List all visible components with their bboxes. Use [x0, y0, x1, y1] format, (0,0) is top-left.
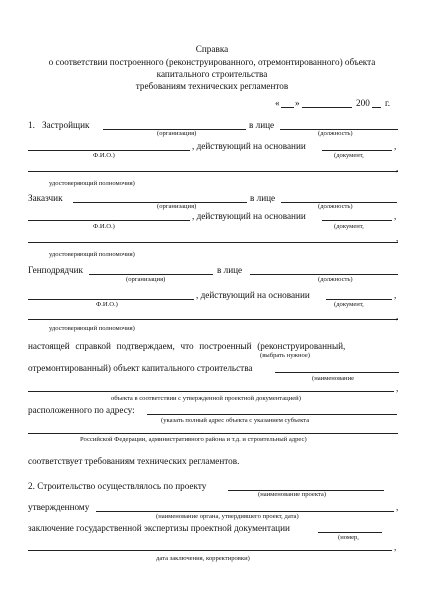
naming-hint: (наименование — [312, 375, 355, 382]
section-2-text: 2. Строительство осуществлялось по проекту — [28, 481, 207, 491]
federation-hint: Российской Федерации, административного района и т.д. и строительный адрес) — [80, 436, 307, 443]
address-line[interactable] — [28, 433, 398, 434]
date-month-field[interactable] — [302, 107, 352, 108]
approved-hint: (наименование органа, утвердившего проект, дата) — [156, 513, 299, 520]
general-contractor-in-person: в лице — [217, 265, 243, 275]
developer-document-field[interactable] — [322, 150, 392, 151]
object-name-line[interactable] — [28, 391, 394, 392]
developer-document-hint: (документ, — [334, 152, 364, 159]
document-title: Справка — [195, 44, 229, 54]
general-contractor-label: Генподрядчик — [28, 265, 84, 275]
general-contractor-acting-basis: , действующий на основании — [196, 290, 310, 300]
general-contractor-org-hint: (организация) — [126, 276, 166, 283]
general-contractor-document-hint: (документ, — [334, 301, 364, 308]
approved-field[interactable] — [96, 511, 394, 512]
general-contractor-org-field[interactable] — [89, 274, 213, 275]
address-field[interactable] — [147, 414, 397, 415]
title-line-3: требованиям технических регламентов — [135, 81, 289, 91]
customer-document-line[interactable] — [28, 242, 398, 243]
date-year-prefix: 200 — [356, 98, 370, 108]
general-contractor-certifying-hint: удостоверяющий полномочия) — [49, 325, 135, 332]
repaired-text: отремонтированный) объект капитального строительства — [28, 363, 253, 373]
developer-acting-basis: , действующий на основании — [192, 141, 306, 151]
customer-document-hint: (документ, — [334, 223, 364, 230]
title-line-2: капитального строительства — [156, 69, 268, 79]
customer-fio-hint: Ф.И.О.) — [93, 223, 115, 230]
developer-org-hint: (организация) — [157, 130, 197, 137]
customer-label: Заказчик — [28, 193, 63, 203]
object-name-field[interactable] — [275, 372, 399, 373]
customer-document-field[interactable] — [322, 220, 392, 221]
section-1-number: 1. — [28, 120, 35, 130]
developer-position-hint: (должность) — [318, 130, 353, 137]
customer-fio-field[interactable] — [28, 220, 190, 221]
customer-acting-basis: , действующий на основании — [192, 211, 306, 221]
customer-certifying-hint: удостоверяющий полномочия) — [49, 251, 135, 258]
choose-hint: (выбрать нужное) — [260, 352, 311, 359]
title-line-1: о соответствии построенного (реконструированного, отремонтированного) объекта — [48, 57, 376, 67]
general-contractor-position-field[interactable] — [250, 274, 398, 275]
project-hint: (наименование проекта) — [258, 491, 327, 498]
customer-in-person: в лице — [250, 193, 276, 203]
developer-in-person: в лице — [249, 120, 275, 130]
developer-fio-hint: Ф.И.О.) — [93, 152, 115, 159]
complies-text: соответствует требованиям технических регламентов. — [28, 456, 240, 466]
date-quote-open: « — [275, 98, 280, 108]
general-contractor-document-field[interactable] — [326, 299, 392, 300]
developer-certifying-hint: удостоверяющий полномочия) — [49, 180, 135, 187]
general-contractor-fio-field[interactable] — [28, 299, 194, 300]
date-day-field[interactable] — [281, 107, 294, 108]
developer-document-line[interactable] — [28, 171, 398, 172]
general-contractor-document-line[interactable] — [28, 319, 398, 320]
located-text: расположенного по адресу: — [28, 405, 135, 415]
number-hint: (номер, — [338, 534, 359, 541]
expertise-text: заключение государственной экспертизы проектной документации — [28, 523, 290, 533]
object-hint: объекта в соответствии с утвержденной проектной документацией) — [111, 395, 301, 402]
general-contractor-fio-hint: Ф.И.О.) — [96, 301, 118, 308]
developer-label: Застройщик — [42, 120, 90, 130]
date-quote-close: » — [295, 98, 300, 108]
customer-org-hint: (организация) — [157, 203, 197, 210]
expertise-date-line[interactable] — [28, 550, 392, 551]
customer-position-hint: (должность) — [318, 203, 353, 210]
date-year-field[interactable] — [372, 107, 381, 108]
confirm-text: настоящей справкой подтверждаем, что построенный (реконструированный, — [28, 341, 346, 351]
address-hint: (указать полный адрес объекта с указанием субъекта — [161, 417, 310, 424]
date-suffix: г. — [385, 98, 391, 108]
document-page: Справка о соответствии построенного (реконструированного, отремонтированного) объекта капитального строительства требованиям технических регламентов « » 200 г. 1. Застройщик в лице (организация) (должность) , действующий на основании , Ф.И.О.) (документ, , удостоверяющий полномочия) Заказчик в лице (организация) (должность) , действующий на основании , Ф.И.О.) (документ, , удостоверяющий полномочия) Генподрядчик в лице (организация) (должность) , действующий на основании , Ф.И.О.) (документ, , удостоверяющий полномочия) настоящей справкой подтверждаем, что построенный (реконструированный, (выбрать нужное) отремонтированный) объект капитального строительства (наименование , объекта в соответствии с утвержденной проектной документацией) расположенного по адресу: (указать полный адрес объекта с указанием субъекта Российской Федерации, административного района и т.д. и строительный адрес) соответствует требованиям технических регламентов. 2. Строительство осуществлялось по проекту (наименование проекта) утвержденному , (наименование органа, утвердившего проект, дата) заключение государственной экспертизы проектной документации (номер, , дата заключения, корректировки) — [0, 0, 424, 600]
date-hint: дата заключения, корректировки) — [156, 555, 250, 562]
approved-label: утвержденному — [28, 502, 90, 512]
developer-fio-field[interactable] — [28, 150, 190, 151]
expertise-number-field[interactable] — [318, 532, 382, 533]
general-contractor-position-hint: (должность) — [318, 276, 353, 283]
